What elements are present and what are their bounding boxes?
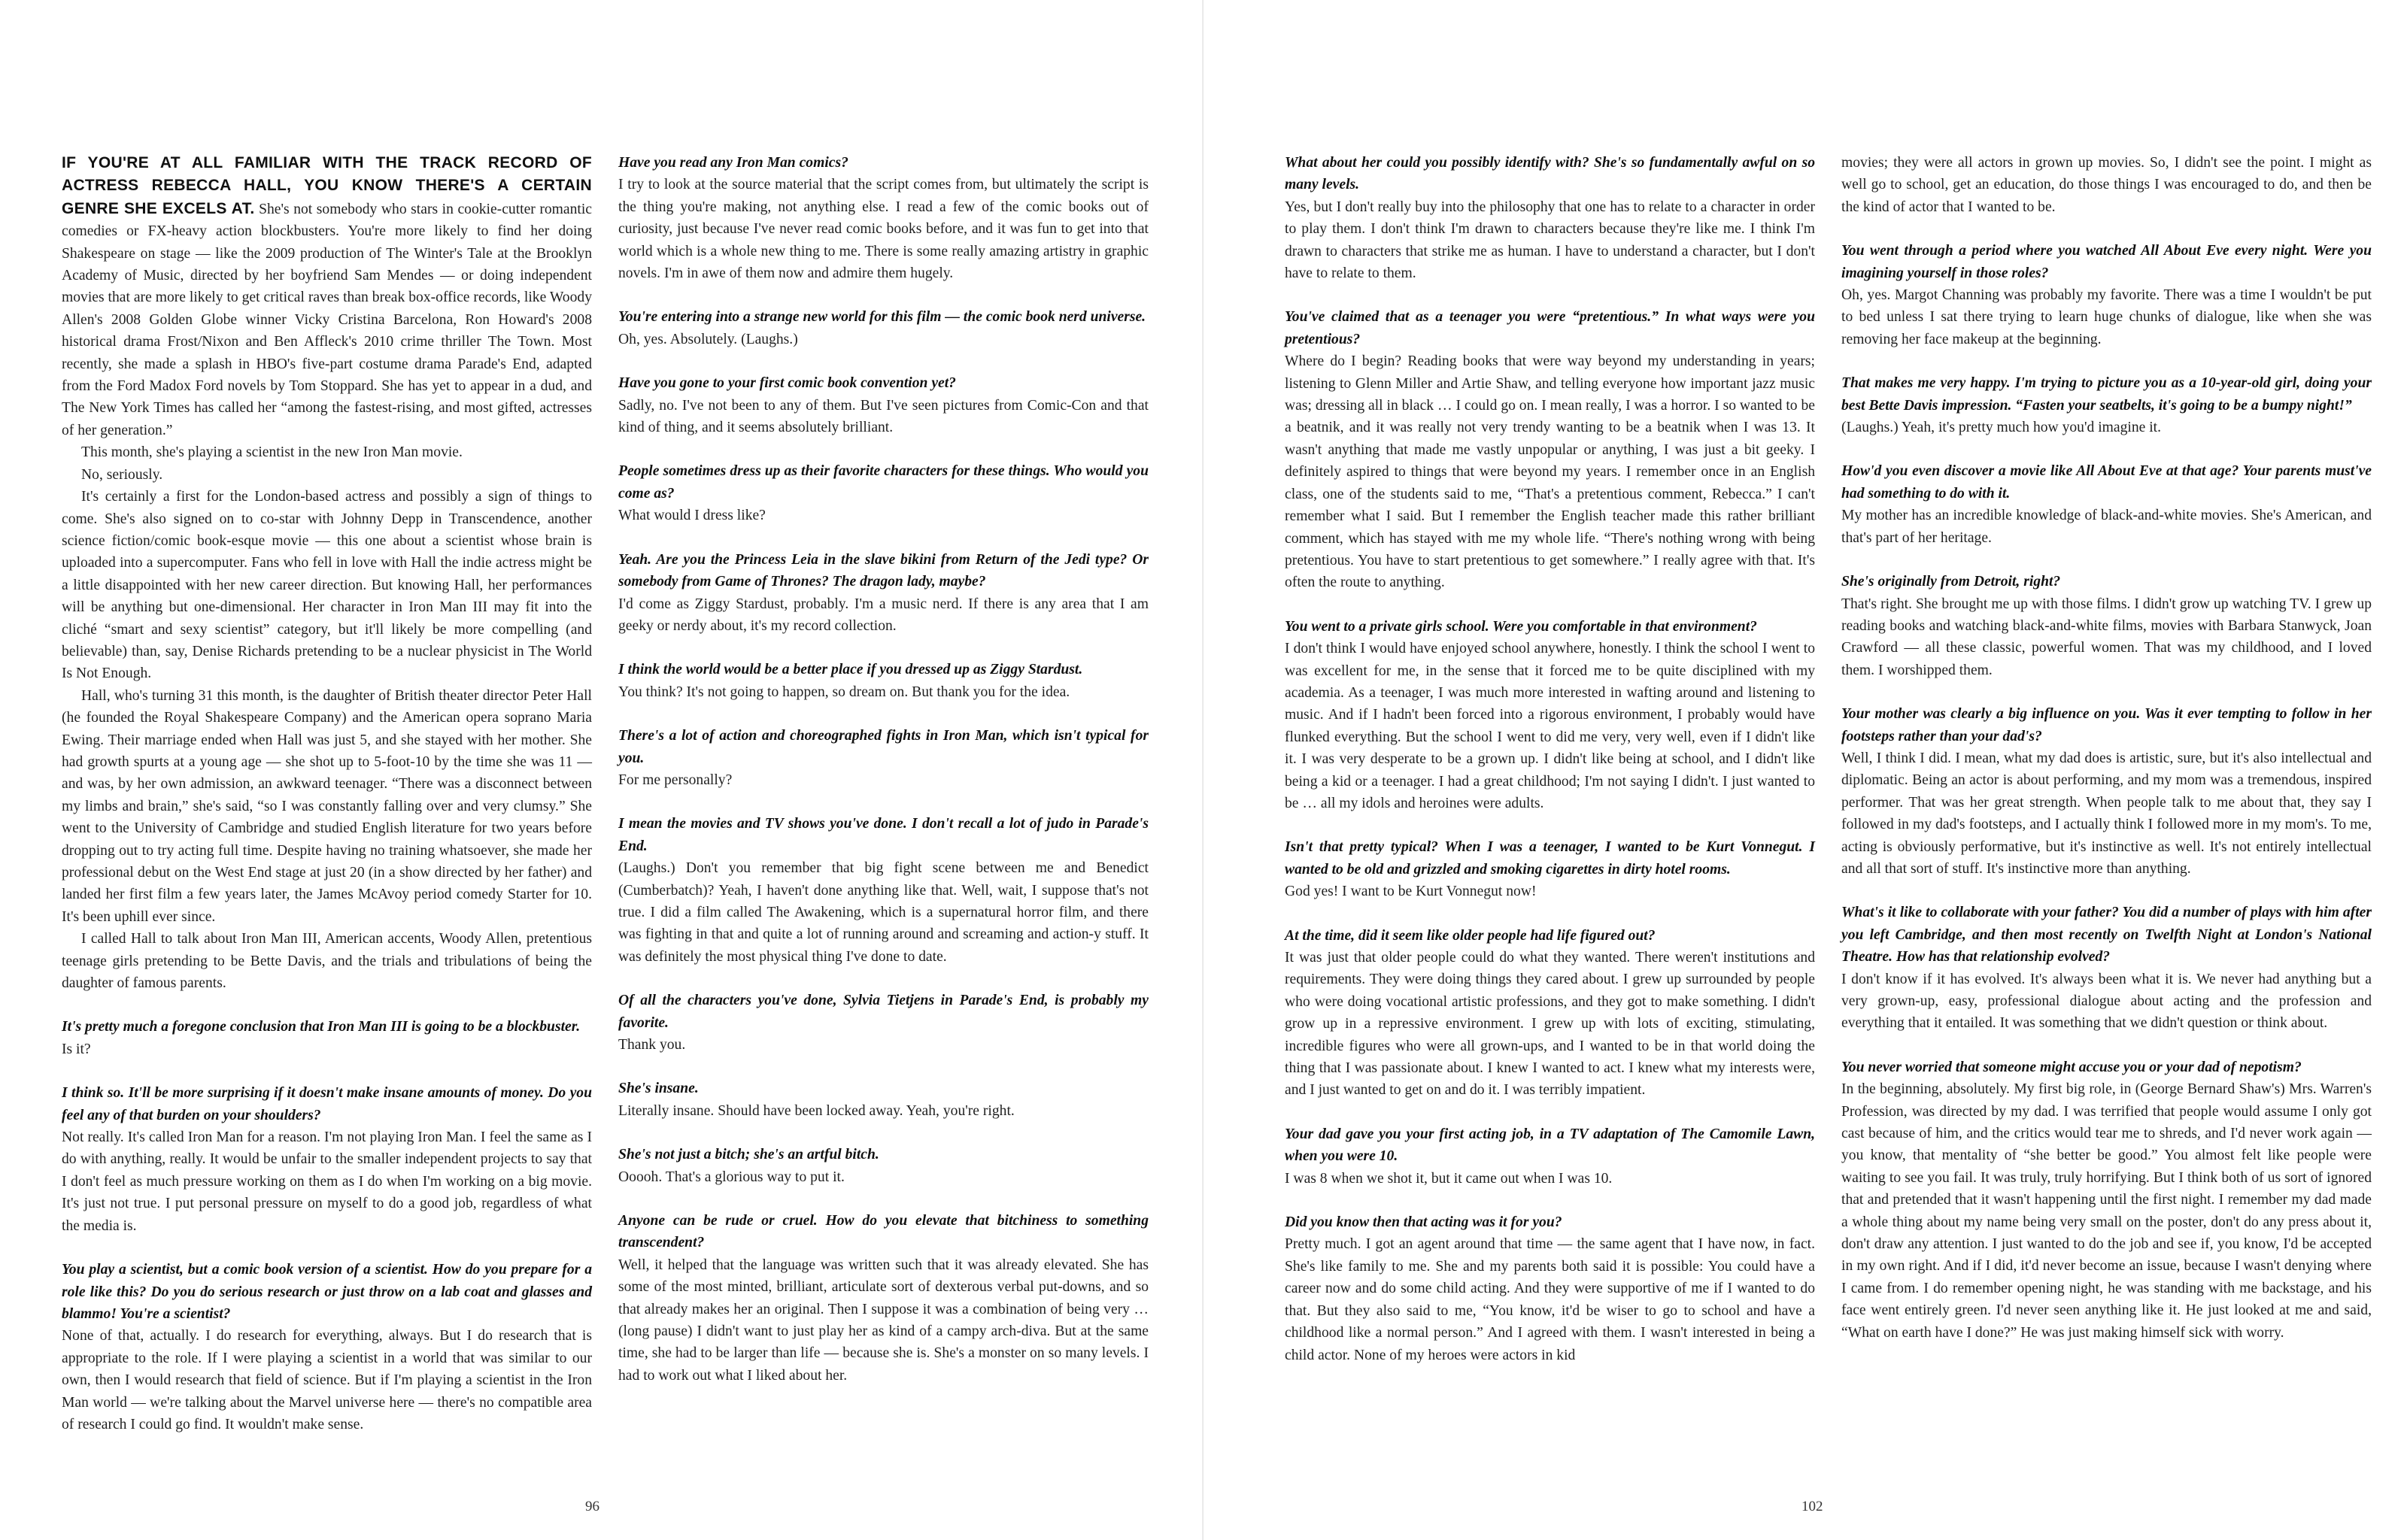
interview-question: Your mother was clearly a big influence on you. Was it ever tempting to follow in her footsteps rather than your dad's? bbox=[1841, 706, 2372, 744]
interview-question: You never worried that someone might accuse you or your dad of nepotism? bbox=[1841, 1059, 2302, 1075]
interview-question: She's insane. bbox=[618, 1081, 699, 1097]
interview-question: I think so. It'll be more surprising if it doesn't make insane amounts of money. Do you feel any of that burden on your shoulders? bbox=[62, 1085, 592, 1123]
interview-question: Did you know then that acting was it for you? bbox=[1285, 1214, 1562, 1231]
interview-answer: Thank you. bbox=[618, 1037, 686, 1053]
interview-answer: Ooooh. That's a glorious way to put it. bbox=[618, 1169, 845, 1185]
interview-question: She's originally from Detroit, right? bbox=[1841, 574, 2061, 590]
interview-question: Anyone can be rude or cruel. How do you elevate that bitchiness to something transcendent? bbox=[618, 1213, 1149, 1251]
interview-question: At the time, did it seem like older people had life figured out? bbox=[1285, 927, 1656, 944]
interview-question: What about her could you possibly identify with? She's so fundamentally awful on so many levels. bbox=[1285, 155, 1815, 193]
intro-paragraph: This month, she's playing a scientist in the new Iron Man movie. bbox=[81, 444, 463, 461]
interview-question: Yeah. Are you the Princess Leia in the slave bikini from Return of the Jedi type? Or somebody from Game of Thrones? The dragon lady, maybe? bbox=[618, 551, 1149, 590]
interview-answer: My mother has an incredible knowledge of black-and-white movies. She's American, and that's part of her heritage. bbox=[1841, 508, 2372, 546]
interview-question: There's a lot of action and choreographed fights in Iron Man, which isn't typical for you. bbox=[618, 728, 1149, 766]
interview-question: What's it like to collaborate with your father? You did a number of plays with him after you left Cambridge, and then most recently on Twelfth Night at London's National Theatre. How has that relationship evolved? bbox=[1841, 905, 2372, 966]
interview-answer: Pretty much. I got an agent around that time — the same agent that I have now, in fact. She's like family to me. She and my parents both said it is possible: You could have a career now and do some child acting. And they were supportive of me if I wanted to do that. But they also said to me, “You know, it'd be wiser to go to school and have a childhood like a normal person.” And I agreed with them. I wasn't interested in being a child actor. None of my heroes were actors in kid bbox=[1285, 1236, 1815, 1363]
interview-question: People sometimes dress up as their favorite characters for these things. Who would you come as? bbox=[618, 463, 1149, 502]
interview-question: That makes me very happy. I'm trying to picture you as a 10-year-old girl, doing your best Bette Davis impression. “Fasten your seatbelts, it's going to be a bumpy night!” bbox=[1841, 375, 2372, 414]
interview-answer: Well, it helped that the language was written such that it was already elevated. She has some of the most minted, brilliant, articulate sort of dexterous verbal put-downs, and so that already makes her an original. Then I suppose it was a combination of being very … (long pause) I didn't want to just play her as kind of a campy arch-diva. But at the same time, she had to be larger than life — because she is. She's a monster on so many levels. I had to work out what I liked about her. bbox=[618, 1257, 1149, 1384]
intro-paragraph: Hall, who's turning 31 this month, is the daughter of British theater director Peter Hall (he founded the Royal Shakespeare Company) and the American opera soprano Maria Ewing. Their marriage ended when Hall was just 5, and she stayed with her mother. She had growth spurts at a young age — she shot up to 5-foot-10 by the time she was 11 — and was, by her own admission, an awkward teenager. “There was a disconnect between my limbs and brain,” she's said, “so I was constantly falling over and very clumsy.” She went to the University of Cambridge and studied English literature for two years before dropping out to try acting full time. Despite having no training whatsoever, she made her professional debut on the West End stage at just 20 (in a show directed by her father) and landed her first film a few years later, the James McAvoy period comedy Starter for 10. It's been uphill ever since. bbox=[62, 687, 592, 925]
interview-question: It's pretty much a foregone conclusion that Iron Man III is going to be a blockbuster. bbox=[62, 1019, 581, 1035]
interview-answer: Well, I think I did. I mean, what my dad does is artistic, sure, but it's also intellectual and diplomatic. Being an actor is about performing, and my mom was a tremendous, inspired performer. That was her great strength. When people talk to me about that, they say I followed in my dad's footsteps, and I actually think I followed more in my mom's. To me, acting is obviously performative, but it's instinctive as well. It's not entirely intellectual and all that sort of stuff. It's instinctive more than anything. bbox=[1841, 750, 2372, 877]
column-1 bbox=[62, 152, 592, 1435]
interview-question: I mean the movies and TV shows you've done. I don't recall a lot of judo in Parade's End. bbox=[618, 816, 1149, 854]
interview-question: Have you read any Iron Man comics? bbox=[618, 155, 848, 171]
interview-answer: Is it? bbox=[62, 1041, 91, 1057]
column-3 bbox=[1285, 152, 1815, 1366]
qa-list bbox=[618, 152, 1149, 1387]
intro-paragraph bbox=[62, 152, 592, 441]
right-page bbox=[1204, 0, 2407, 1540]
interview-answer: I don't know if it has evolved. It's always been what it is. We never had anything but a very grown-up, easy, professional dialogue about acting and the profession and everything that it entailed. It was something that we didn't question or think about. bbox=[1841, 971, 2372, 1032]
interview-answer: Sadly, no. I've not been to any of them. But I've seen pictures from Comic-Con and that kind of thing, and it seems absolutely brilliant. bbox=[618, 397, 1149, 436]
qa-list bbox=[1285, 152, 1815, 1366]
column-4 bbox=[1841, 152, 2372, 1344]
interview-answer: Oh, yes. Margot Channing was probably my favorite. There was a time I wouldn't be put to bed unless I sat there trying to learn huge chunks of dialogue, like when she was removing her face makeup at the beginning. bbox=[1841, 287, 2372, 347]
interview-answer: Where do I begin? Reading books that were way beyond my understanding in years; listening to Glenn Miller and Artie Shaw, and telling everyone how important jazz music was; dressing all in black … I could go on. I mean really, I was a horror. I so wanted to be a beatnik, and it was really not very trendy wanting to be a beatnik when I was 13. It wasn't anything that made me vastly unpopular or anything, I was just a bit geeky. I definitely aspired to things that were beyond my years. I remember once in an English class, one of the students said to me, “That's a pretentious comment, Rebecca.” I can't remember what I said. But I remember the English teacher made this rather brilliant comment, which has stayed with me my whole life. “There's nothing wrong with being pretentious. You have to start pretentious to get somewhere.” I really agree with that. It's often the route to anything. bbox=[1285, 353, 1816, 591]
interview-question: Your dad gave you your first acting job, in a TV adaptation of The Camomile Lawn, when you were 10. bbox=[1285, 1126, 1815, 1165]
interview-answer: None of that, actually. I do research for everything, always. But I do research that is appropriate to the role. If I were playing a scientist in a world that was similar to our own, then I would research that field of science. But if I'm playing a scientist in the Iron Man world — we're talking about the Marvel universe here — there's no compatible area of research I could go find. It wouldn't make sense. bbox=[62, 1328, 592, 1432]
interview-question: You went to a private girls school. Were you comfortable in that environment? bbox=[1285, 618, 1757, 635]
interview-answer: I'd come as Ziggy Stardust, probably. I'm a music nerd. If there is any area that I am geeky or nerdy about, it's my record collection. bbox=[618, 596, 1149, 634]
interview-question: She's not just a bitch; she's an artful bitch. bbox=[618, 1147, 879, 1163]
interview-answer: That's right. She brought me up with those films. I didn't grow up watching TV. I grew up reading books and watching black-and-white films, movies with Barbara Stanwyck, Joan Crawford — all these classic, powerful women. That was my childhood, and I loved them. I worshipped them. bbox=[1841, 596, 2372, 678]
page-number: 102 bbox=[1801, 1499, 1823, 1514]
intro-paragraph: No, seriously. bbox=[81, 466, 163, 483]
intro-text: She's not somebody who stars in cookie-cutter romantic comedies or FX-heavy action blockbusters. You're more likely to find her doing Shakespeare on stage — like the 2009 production of The Winter's Tale at the Brooklyn Academy of Music, directed by her boyfriend Sam Mendes — or doing independent movies that are more likely to get critical raves than break box-office records, like Woody Allen's 2008 Golden Globe winner Vicky Cristina Barcelona, Ron Howard's 2008 historical drama Frost/Nixon and Ben Affleck's 2010 crime thriller The Town. Most recently, she made a splash in HBO's five-part costume drama Parade's End, adapted from the Ford Madox Ford novels by Tom Stoppard. She has yet to appear in a dud, and The New York Times has called her “among the fastest-rising, and most gifted, actresses of her generation.” bbox=[62, 201, 593, 438]
interview-question: You play a scientist, but a comic book version of a scientist. How do you prepare for a role like this? Do you do serious research or just throw on a lab coat and glasses and blammo! You're a scientist? bbox=[62, 1262, 592, 1322]
interview-answer: I don't think I would have enjoyed school anywhere, honestly. I think the school I went to was excellent for me, in the sense that it forced me to be quite disciplined with my academia. As a teenager, I was much more interested in wafting around and listening to music. And if I hadn't been forced into a rigorous environment, I probably would have flunked everything. But the school I went to did me very, very well, even if I didn't like it. I was very desperate to be a grown up. I didn't like being at school, and I didn't like being a kid or a teenager. I had a great childhood; I'm not saying I didn't. I just wanted to be … all my idols and heroines were adults. bbox=[1285, 641, 1815, 811]
interview-question: How'd you even discover a movie like All About Eve at that age? Your parents must've had something to do with it. bbox=[1841, 463, 2372, 502]
interview-question: Of all the characters you've done, Sylvia Tietjens in Parade's End, is probably my favorite. bbox=[618, 993, 1149, 1031]
intro-paragraph: I called Hall to talk about Iron Man III, American accents, Woody Allen, pretentious teenage girls pretending to be Bette Davis, and the trials and tribulations of being the daughter of famous parents. bbox=[62, 931, 592, 992]
interview-answer: For me personally? bbox=[618, 772, 733, 788]
interview-answer: Literally insane. Should have been locked away. Yeah, you're right. bbox=[618, 1102, 1015, 1119]
interview-answer: Not really. It's called Iron Man for a reason. I'm not playing Iron Man. I feel the same as I do with anything, really. It would be unfair to the smaller independent projects to say that I don't feel as much pressure working on them as I do when I'm working on a big movie. It's just not true. I put personal pressure on myself to do a good job, regardless of what the media is. bbox=[62, 1129, 592, 1234]
interview-answer: (Laughs.) Yeah, it's pretty much how you'd imagine it. bbox=[1841, 420, 2162, 436]
interview-answer: I was 8 when we shot it, but it came out when I was 10. bbox=[1285, 1170, 1613, 1187]
continued-answer: movies; they were all actors in grown up movies. So, I didn't see the point. I might as well go to school, get an education, do those things I was encouraged to do, and then be the kind of actor that I wanted to be. bbox=[1841, 155, 2372, 215]
intro-paragraph: It's certainly a first for the London-based actress and possibly a sign of things to come. She's also signed on to co-star with Johnny Depp in Transcendence, another science fiction/comic book-esque movie — this one about a scientist whose brain is uploaded into a supercomputer. Fans who fell in love with Hall the indie actress might be a little disappointed with her new career direction. But knowing Hall, her performances will be anything but one-dimensional. Her character in Iron Man III may fit into the cliché “smart and sexy scientist” category, but it'll likely be more compelling (and believable) than, say, Denise Richards pretending to be a nuclear physicist in The World Is Not Enough. bbox=[62, 489, 592, 682]
interview-question: Have you gone to your first comic book convention yet? bbox=[618, 375, 956, 392]
interview-answer: I try to look at the source material that the script comes from, but ultimately the script is the thing you're making, not anything else. I read a few of the comic books out of curiosity, just because I've never read comic books before, and it was fun to get into that world which is a whole new thing to me. There is some really amazing artistry in graphic novels. I'm in awe of them now and admire them hugely. bbox=[618, 177, 1149, 282]
interview-question: Isn't that pretty typical? When I was a teenager, I wanted to be Kurt Vonnegut. I wanted to be old and grizzled and smoking cigarettes in dirty hotel rooms. bbox=[1285, 839, 1815, 878]
page-number: 96 bbox=[585, 1499, 599, 1514]
interview-answer: Oh, yes. Absolutely. (Laughs.) bbox=[618, 331, 798, 347]
interview-answer: You think? It's not going to happen, so dream on. But thank you for the idea. bbox=[618, 684, 1070, 700]
intro-lead: IF YOU'RE AT ALL FAMILIAR WITH THE TRACK RECORD OF ACTRESS REBECCA HALL, YOU KNOW THERE'S A CERTAIN GENRE SHE EXCELS AT. bbox=[62, 154, 592, 217]
interview-answer: In the beginning, absolutely. My first big role, in (George Bernard Shaw's) Mrs. Warren's Profession, was directed by my dad. I was terrified that people would assume I only got cast because of him, and the critics would tear me to shreds, and I'd never work again — you know, that mentality of “she better be good.” You almost felt like people were waiting to see you fail. It was truly, truly horrifying. But I think both of us sort of ignored that and pretended that it wasn't happening until the first night. I remember my dad made a whole thing about my name being very small on the poster, don't do any press about it, don't draw any attention. I just wanted to do the job and see if, you know, I'd be accepted in my own right. And if I did, it'd never become an issue, because I wasn't denying where I came from. I do remember opening night, he was standing with me backstage, and his face went entirely green. I'd never seen anything like it. He just looked at me and said, “What on earth have I done?” He was just making himself sick with worry. bbox=[1841, 1081, 2372, 1341]
qa-list bbox=[62, 1016, 592, 1435]
interview-answer: God yes! I want to be Kurt Vonnegut now! bbox=[1285, 884, 1537, 900]
column-2 bbox=[618, 152, 1149, 1387]
interview-answer: Yes, but I don't really buy into the philosophy that one has to relate to a character in order to play them. I don't think I'm drawn to characters because they're like me. I think I'm drawn to characters that strike me as human. I have to understand a character, but I don't have to relate to them. bbox=[1285, 199, 1815, 282]
interview-answer: It was just that older people could do what they wanted. There weren't institutions and requirements. They were doing things they cared about. I grew up surrounded by people who were doing vocational artistic professions, and they got to make something. I didn't grow up in a repressive environment. I grew up with lots of exciting, stimulating, incredible figures who were all grown-ups, and I wanted to be in that world doing the thing that I was passionate about. I knew I wanted to act. I knew what my interests were, and I just wanted to get on and do it. I was terribly impatient. bbox=[1285, 950, 1815, 1099]
interview-question: You've claimed that as a teenager you were “pretentious.” In what ways were you pretentious? bbox=[1285, 309, 1815, 347]
interview-question: I think the world would be a better place if you dressed up as Ziggy Stardust. bbox=[618, 662, 1083, 678]
interview-answer: (Laughs.) Don't you remember that big fight scene between me and Benedict (Cumberbatch)? Yeah, I haven't done anything like that. Well, wait, I suppose that's not true. I did a film called The Awakening, which is a supernatural horror film, and there was fighting in that and quite a lot of running around and screaming and action-y stuff. It was definitely the most physical thing I've done to date. bbox=[618, 860, 1149, 965]
qa-list bbox=[1841, 240, 2372, 1344]
interview-question: You went through a period where you watched All About Eve every night. Were you imagining yourself in those roles? bbox=[1841, 243, 2372, 281]
interview-answer: What would I dress like? bbox=[618, 508, 766, 524]
interview-question: You're entering into a strange new world for this film — the comic book nerd universe. bbox=[618, 309, 1146, 326]
